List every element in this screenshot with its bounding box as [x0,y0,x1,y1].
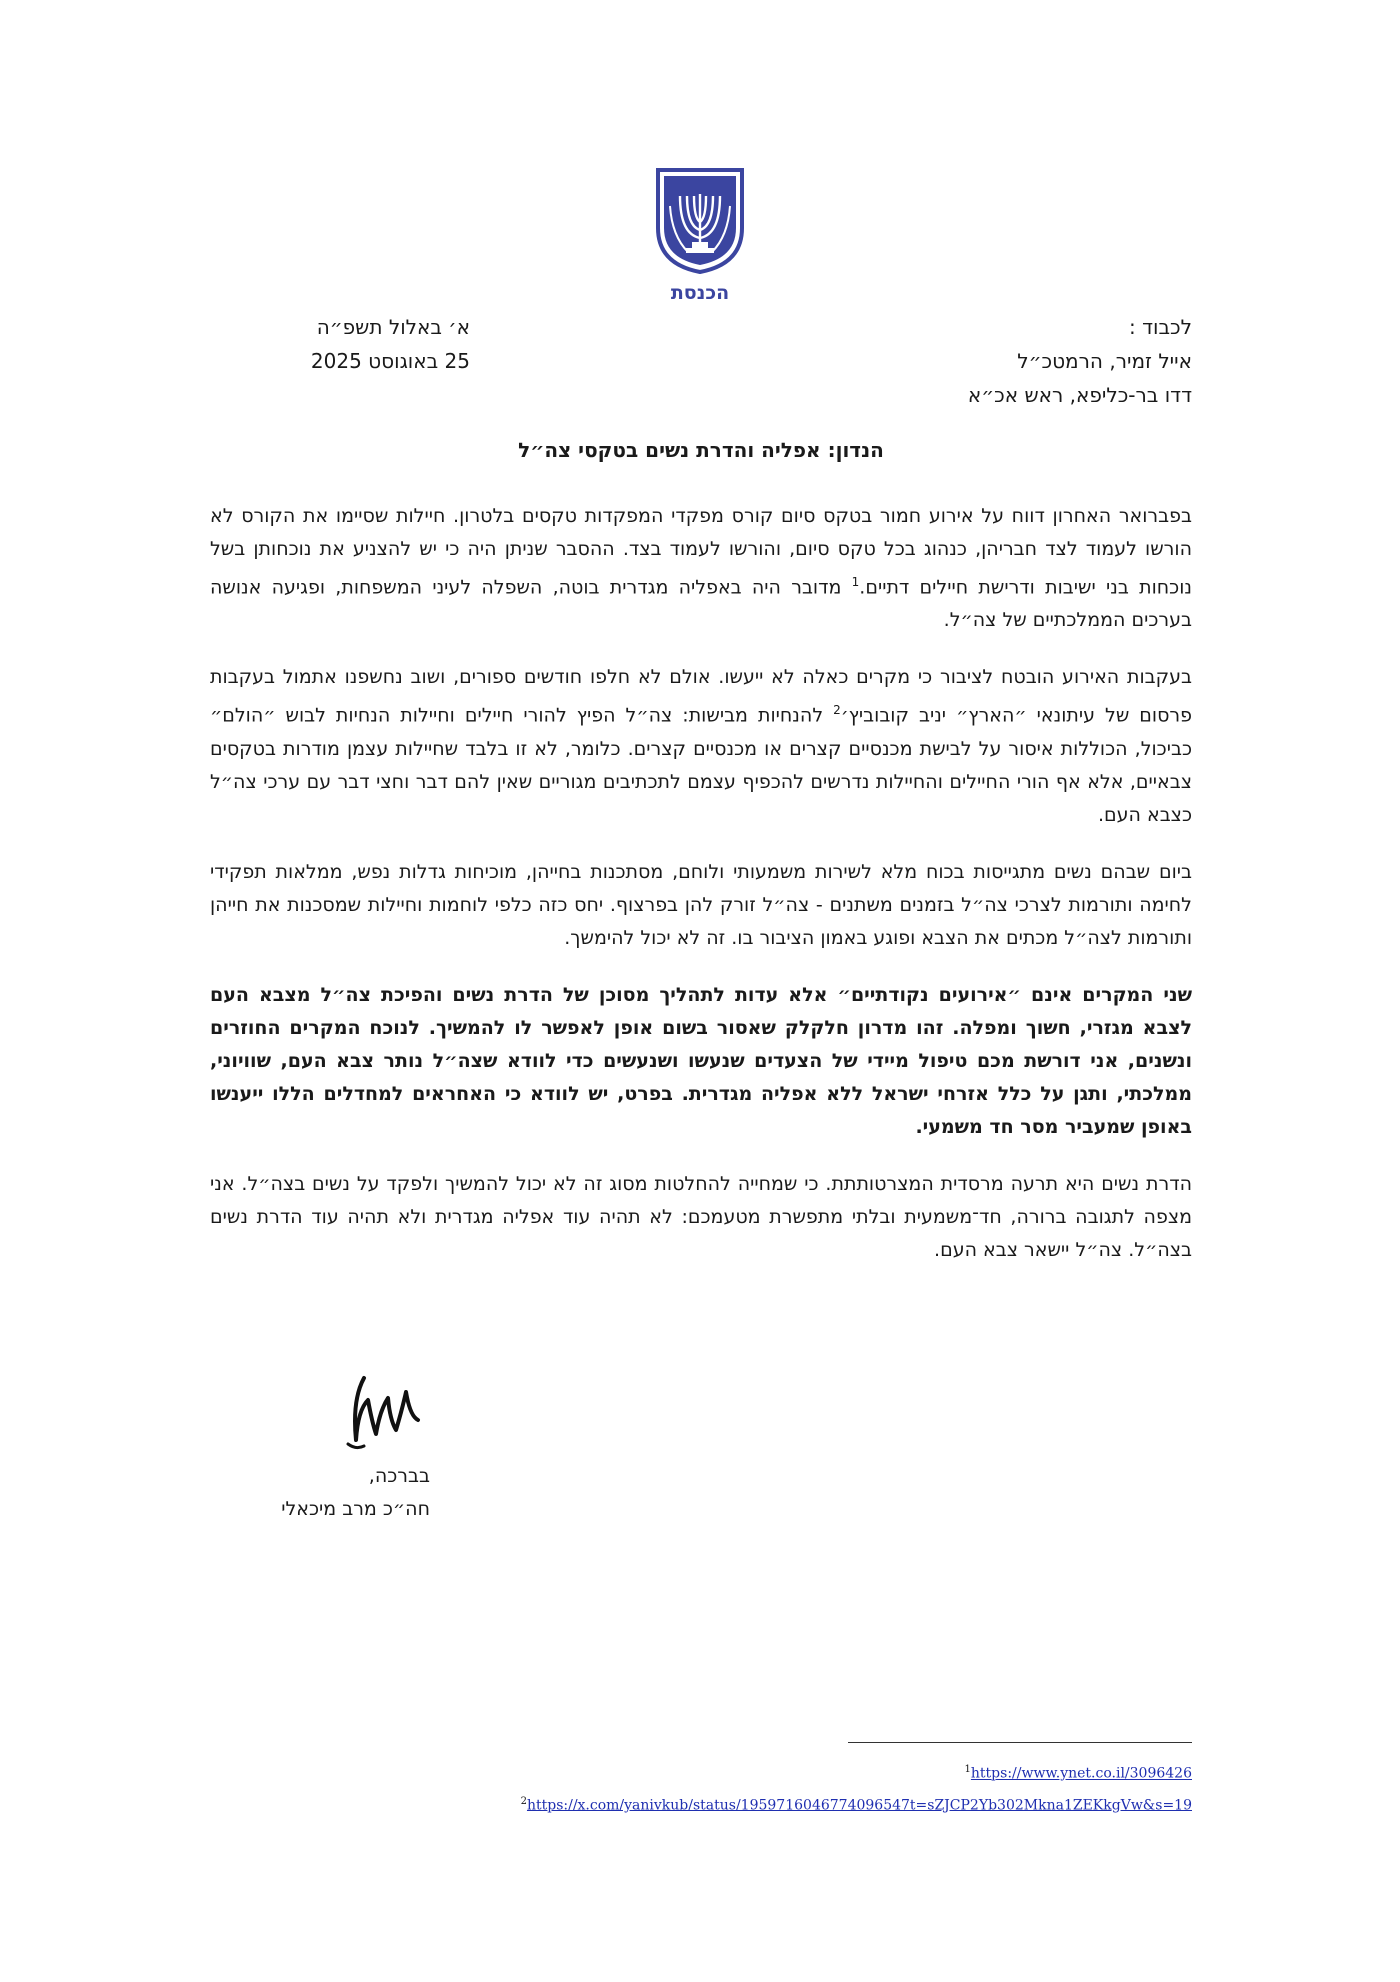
signer-name: חה״כ מרב מיכאלי [281,1498,430,1520]
handwritten-signature [272,1370,432,1454]
recipient-line-1: אייל זמיר, הרמטכ״ל [1017,349,1192,373]
footnote-1-link[interactable]: https://www.ynet.co.il/3096426 [970,1765,1192,1782]
footnote-ref-2[interactable]: 2 [833,703,841,718]
recipient-block [968,310,1192,412]
date-block [210,310,470,378]
recipient-line-2: דדו בר-כליפא, ראש אכ״א [967,383,1192,407]
closing-greeting: בברכה, [368,1465,430,1487]
date-gregorian: 25 באוגוסט 2025 [310,349,470,373]
footnotes [210,1756,1192,1819]
footnote-2: $^2$https://x.com/yanivkub/status/1959716046774096547t=sZJCP2Yb302Mkna1ZEKkgVw&s=19 [520,1795,1192,1814]
recipient-to-label: לכבוד : [1129,315,1192,339]
footnote-divider [848,1742,1192,1743]
paragraph-2: בעקבות האירוע הובטח לציבור כי מקרים כאלה לא ייעשו. אולם לא חלפו חודשים ספורים, ושוב נחשפנו אתמול בעקבות פרסום של עיתונאי ״הארץ״ יניב קובוביץ׳$^2$ להנחיות מבישות: צה״ל הפיץ להורי חיילים וחיילות הנחיות לבוש ״הולם״ כביכול, הכוללות איסור על לבישת מכנסיים קצרים או מכנסיים קצרים. כלומר, לא זו בלבד שחיילות עצמן מודרות בטקסים צבאיים, אלא אף הורי החיילים והחיילות נדרשים להכפיף עצמם לתכתיבים מגוריים שאין להם דבר וחצי דבר עם ערכי צה״ל כצבא העם. [210,666,1192,826]
paragraph-1: בפברואר האחרון דווח על אירוע חמור בטקס סיום קורס מפקדי המפקדות טקסים בלטרון. חיילות שסיימו את הקורס לא הורשו לעמוד לצד חבריהן, כנהוג בכל טקס סיום, והורשו לעמוד בצד. ההסבר שניתן היה כי יש להצניע את נוכחותן בשל נוכחות בני ישיבות ודרישת חיילים דתיים.$^1$ מדובר היה באפליה מגדרית בוטה, השפלה לעיני המשפחות, ופגיעה אנושה בערכים הממלכתיים של צה״ל. [210,505,1192,632]
emblem-label: הכנסת [670,282,730,304]
paragraph-5: הדרת נשים היא תרעה מרסדית המצרטותתת. כי שמחייה להחלטות מסוג זה לא יכול להמשיך ולפקד על נשים בצה״ל. אני מצפה לתגובה ברורה, חד־משמעית ובלתי מתפשרת מטעמכם: לא תהיה עוד אפליה מגדרית ולא תהיה עוד הדרת נשים בצה״ל. צה״ל יישאר צבא העם. [210,1172,1192,1261]
footnote-2-link[interactable]: https://x.com/yanivkub/status/1959716046774096547t=sZJCP2Yb302Mkna1ZEKkgVw&s=19 [526,1797,1192,1814]
footnote-ref-1[interactable]: 1 [851,575,860,589]
paragraph-4-bold: שני המקרים אינם ״אירועים נקודתיים״ אלא עדות לתהליך מסוכן של הדרת נשים והפיכת צה״ל מצבא העם לצבא מגזרי, חשוך ומפלה. זהו מדרון חלקלק שאסור בשום אופן לאפשר לו להמשיך. לנוכח המקרים החוזרים ונשנים, אני דורשת מכם טיפול מיידי של הצעדים שנעשו ושנעשים כדי לוודא שצה״ל נותר צבא העם, שוויוני, ממלכתי, ותגן על כלל אזרחי ישראל ללא אפליה מגדרית. בפרט, יש לוודא כי האחראים למחדלים הללו ייענשו באופן שמעביר מסר חד משמעי. [210,983,1192,1138]
closing-block [210,1460,430,1526]
letter-subject: הנדון: אפליה והדרת נשים בטקסי צה״ל [518,438,884,462]
paragraph-3: ביום שבהם נשים מתגייסות בכוח מלא לשירות משמעותי ולוחם, מסתכנות בחייהן, מוכיחות גדלות נפש, ממלאות תפקידי לחימה ותורמות לצרכי צה״ל בזמנים משתנים - צה״ל זורק להן בפרצוף. יחס כזה כלפי לוחמות וחיילות שמסכנות את חייהן ותורמות לצה״ל מכתים את הצבא ופוגע באמון הציבור בו. זה לא יכול להימשך. [210,860,1192,949]
letter-body [210,500,1192,1291]
knesset-emblem-icon [652,166,748,276]
footnote-1: $^1$https://www.ynet.co.il/3096426 [964,1764,1192,1782]
date-hebrew: א׳ באלול תשפ״ה [316,315,470,339]
